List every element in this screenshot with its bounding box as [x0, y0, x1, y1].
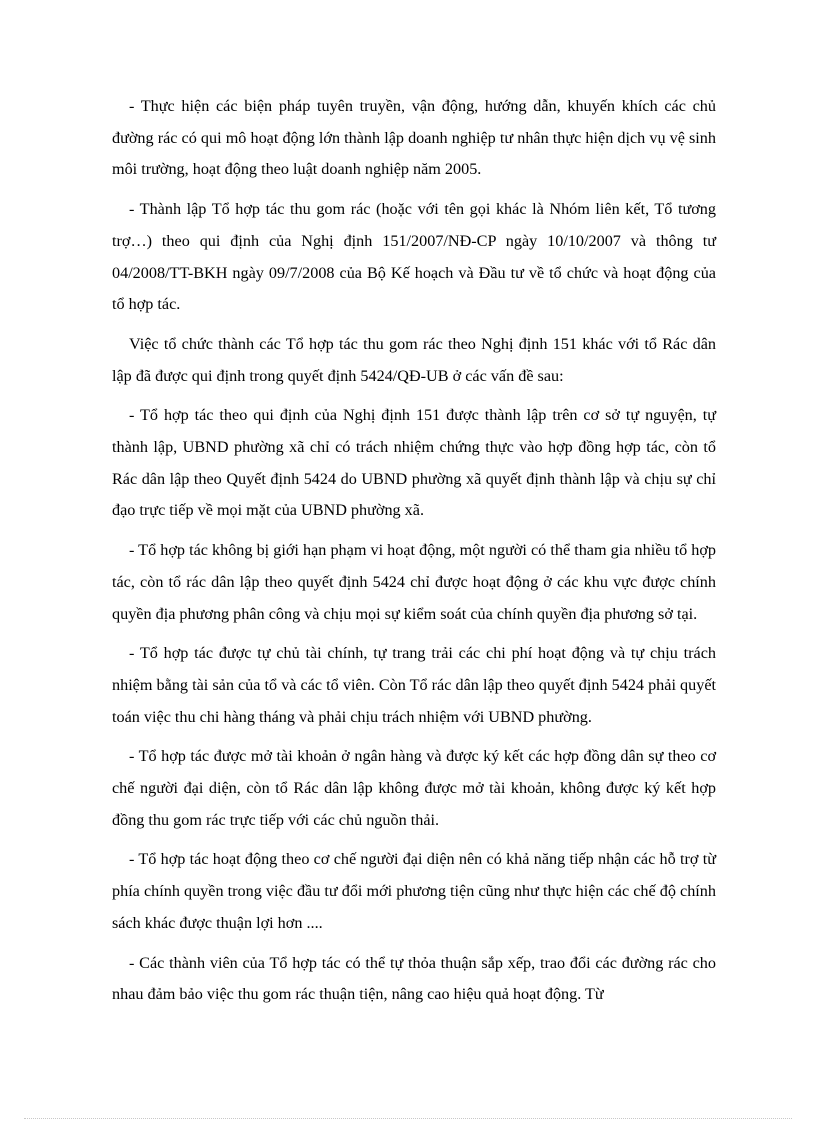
paragraph-8: - Tổ hợp tác hoạt động theo cơ chế người đại diện nên có khả năng tiếp nhận các hỗ trợ từ phía chính quyền trong việc đầu tư đổi mới phương tiện cũng như thực hiện các chế độ chính sách khác được thuận lợi hơn ....	[112, 850, 716, 932]
paragraph-7: - Tổ hợp tác được mở tài khoản ở ngân hàng và được ký kết các hợp đồng dân sự theo cơ chế người đại diện, còn tổ Rác dân lập không được mở tài khoản, không được ký kết hợp đồng thu gom rác trực tiếp với các chủ nguồn thải.	[112, 747, 716, 829]
paragraph-9: - Các thành viên của Tổ hợp tác có thể tự thỏa thuận sắp xếp, trao đổi các đường rác cho nhau đảm bảo việc thu gom rác thuận tiện, nâng cao hiệu quả hoạt động. Từ	[112, 953, 716, 1004]
document-body	[112, 91, 716, 1019]
paragraph-1: - Thực hiện các biện pháp tuyên truyền, vận động, hướng dẫn, khuyến khích các chủ đường rác có qui mô hoạt động lớn thành lập doanh nghiệp tư nhân thực hiện dịch vụ vệ sinh môi trường, hoạt động theo luật doanh nghiệp năm 2005.	[112, 97, 716, 179]
paragraph-4: - Tổ hợp tác theo qui định của Nghị định 151 được thành lập trên cơ sở tự nguyện, tự thành lập, UBND phường xã chỉ có trách nhiệm chứng thực vào hợp đồng hợp tác, còn tổ Rác dân lập theo Quyết định 5424 do UBND phường xã quyết định thành lập và chịu sự chỉ đạo trực tiếp về mọi mặt của UBND phường xã.	[112, 406, 716, 520]
paragraph-3: Việc tổ chức thành các Tổ hợp tác thu gom rác theo Nghị định 151 khác với tổ Rác dân lập đã được qui định trong quyết định 5424/QĐ-UB ở các vấn đề sau:	[112, 334, 716, 385]
page-bottom-divider	[24, 1118, 792, 1119]
paragraph-2: - Thành lập Tổ hợp tác thu gom rác (hoặc với tên gọi khác là Nhóm liên kết, Tổ tương trợ…) theo qui định của Nghị định 151/2007/NĐ-CP ngày 10/10/2007 và thông tư 04/2008/TT-BKH ngày 09/7/2008 của Bộ Kế hoạch và Đầu tư về tổ chức và hoạt động của tổ hợp tác.	[112, 200, 716, 314]
paragraph-5: - Tổ hợp tác không bị giới hạn phạm vi hoạt động, một người có thể tham gia nhiều tổ hợp tác, còn tổ rác dân lập theo quyết định 5424 chỉ được hoạt động ở các khu vực được chính quyền địa phương phân công và chịu mọi sự kiểm soát của chính quyền địa phương sở tại.	[112, 541, 716, 623]
paragraph-6: - Tổ hợp tác được tự chủ tài chính, tự trang trải các chi phí hoạt động và tự chịu trách nhiệm bằng tài sản của tổ và các tổ viên. Còn Tổ rác dân lập theo quyết định 5424 phải quyết toán việc thu chi hàng tháng và phải chịu trách nhiệm với UBND phường.	[112, 644, 716, 726]
